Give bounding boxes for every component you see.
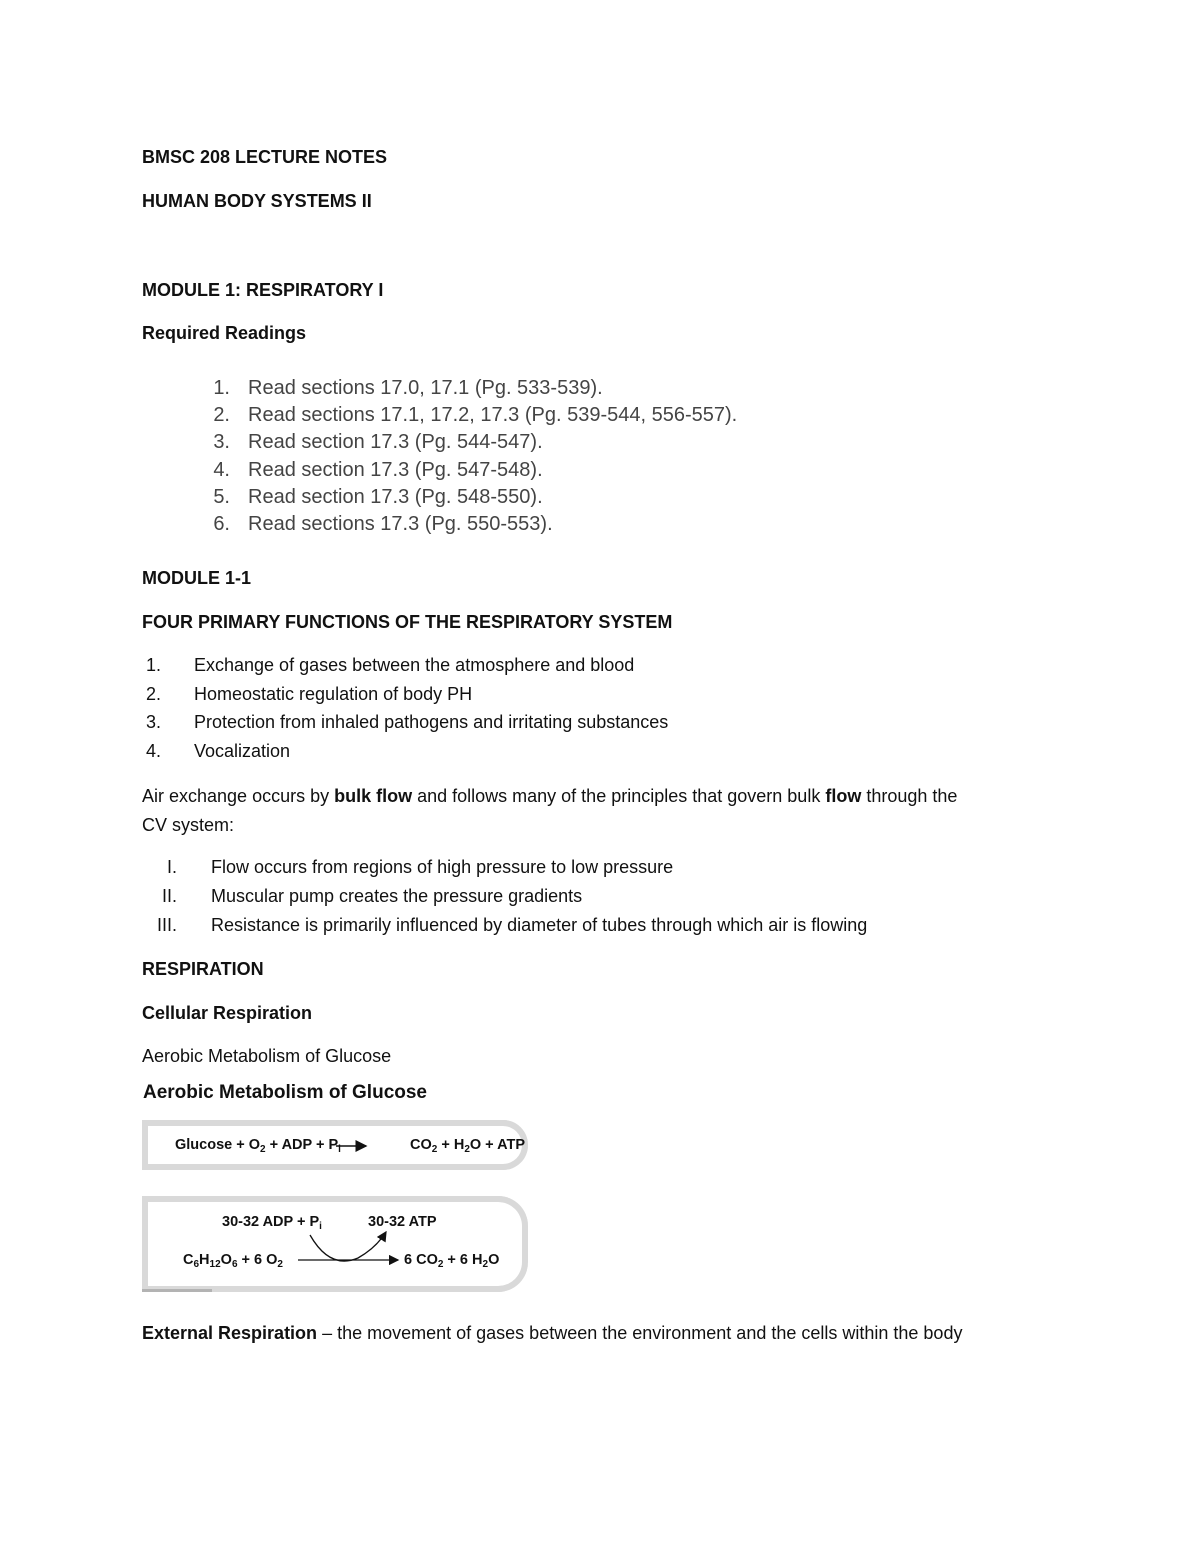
list-item: 4. Read section 17.3 (Pg. 547-548).	[213, 458, 543, 481]
coupling-arrow	[310, 1232, 386, 1261]
figure-caption: Aerobic Metabolism of Glucose	[142, 1046, 392, 1066]
cellular-respiration-heading: Cellular Respiration	[142, 1003, 313, 1023]
aerobic-metabolism-figure	[140, 1082, 532, 1298]
equation-2-adp: 30-32 ADP + $P_i$	[222, 1214, 322, 1232]
list-item: 1. Exchange of gases between the atmosphere and blood	[146, 655, 635, 675]
list-item: I. Flow occurs from regions of high pressure to low pressure	[166, 857, 674, 877]
equation-1-left: $Glucose + O_2$ + ADP + $P_i$	[175, 1137, 341, 1155]
module-1-1-title: MODULE 1-1	[142, 568, 252, 588]
list-item: 4. Vocalization	[146, 741, 291, 762]
list-item: 6. Read sections 17.3 (Pg. 550-553).	[213, 512, 553, 535]
copyright-mark	[142, 1289, 212, 1292]
list-item: 2. Read sections 17.1, 17.2, 17.3 (Pg. 539-544, 556-557).	[213, 404, 738, 427]
functions-heading: FOUR PRIMARY FUNCTIONS OF THE RESPIRATORY SYSTEM	[142, 612, 673, 632]
equation-2-left: $C_6H_{12}O_6 + 6$ $O_2$	[183, 1252, 283, 1270]
equation-2-atp: 30-32 ATP	[368, 1214, 437, 1230]
readings-list	[190, 375, 737, 538]
list-item: 2. Homeostatic regulation of body PH	[146, 683, 473, 704]
external-respiration-definition: External Respiration – the movement of gases between the environment and the cells within the body	[142, 1323, 963, 1343]
list-item: III. Resistance is primarily influenced by diameter of tubes through which air is flowing	[156, 915, 868, 935]
course-title: BMSC 208 LECTURE NOTES	[142, 147, 388, 167]
list-item: 3. Protection from inhaled pathogens and irritating substances	[146, 712, 669, 733]
list-item: 5. Read section 17.3 (Pg. 548-550).	[213, 485, 543, 508]
air-exchange-paragraph: Air exchange occurs by bulk flow and follows many of the principles that govern bulk flow through the	[142, 786, 958, 806]
functions-list	[142, 654, 668, 769]
list-item: 3. Read section 17.3 (Pg. 544-547).	[213, 431, 543, 454]
module-title: MODULE 1: RESPIRATORY I	[142, 280, 384, 300]
list-item: 1. Read sections 17.0, 17.1 (Pg. 533-539).	[213, 377, 603, 399]
equation-1-right: $CO_2 + H_2O$ + ATP	[410, 1137, 526, 1155]
readings-heading: Required Readings	[142, 323, 307, 343]
course-subtitle: HUMAN BODY SYSTEMS II	[142, 191, 372, 211]
figure-arrows	[140, 1082, 532, 1298]
principles-list	[142, 856, 867, 943]
list-item: II. Muscular pump creates the pressure gradients	[161, 886, 583, 906]
figure-title: Aerobic Metabolism of Glucose	[143, 1082, 427, 1103]
air-exchange-paragraph-line2: CV system:	[142, 815, 235, 835]
respiration-heading: RESPIRATION	[142, 959, 264, 979]
equation-2-right: 6 $CO_2 + 6$ $H_2O$	[404, 1252, 500, 1270]
